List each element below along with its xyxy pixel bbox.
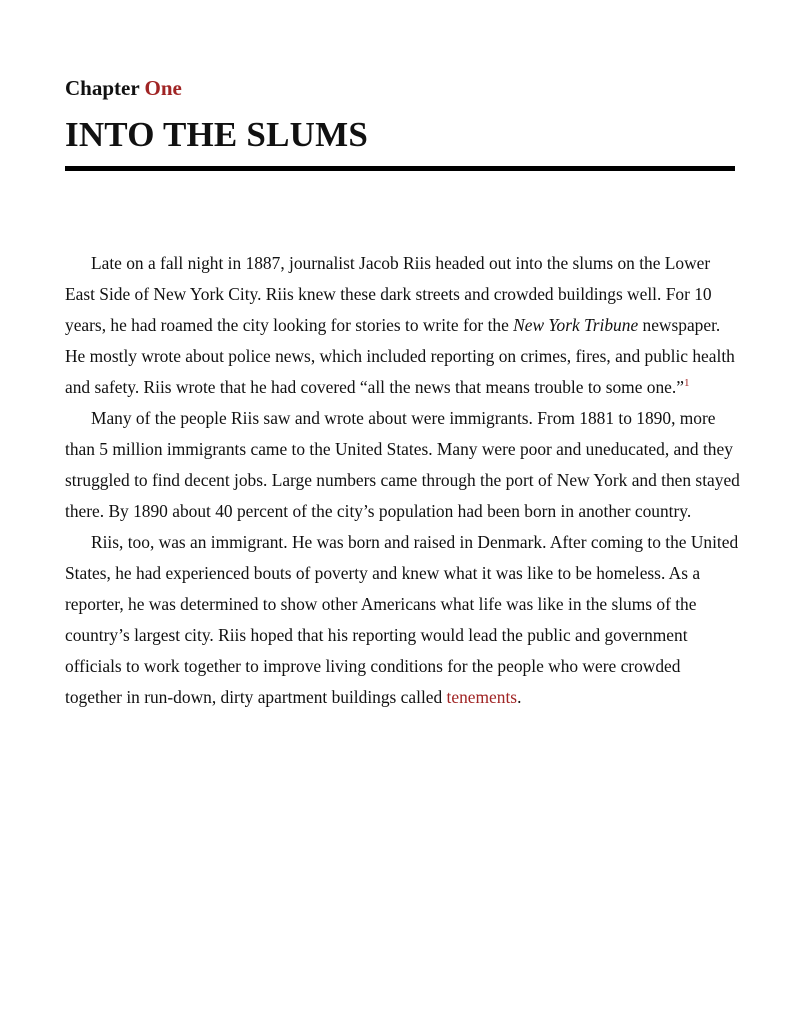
paragraph-1 [65,248,740,403]
chapter-title: INTO THE SLUMS [65,115,369,154]
paragraph-2: Many of the people Riis saw and wrote about were immigrants. From 1881 to 1890, more than 5 million immigrants came to the United States. Many were poor and uneducated, and they struggled to find decent jobs. Large numbers came through the port of New York and then stayed there. By 1890 about 40 percent of the city’s population had been born in another country. [65,408,740,521]
newspaper-title: New York Tribune [513,315,639,335]
paragraph-3-text: Riis, too, was an immigrant. He was born and raised in Denmark. After coming to the United States, he had experienced bouts of poverty and knew what it was like to be homeless. As a reporter, he was determined to show other Americans what life was like in the slums of the country’s largest city. Riis hoped that his reporting would lead the public and government officials to work together to improve living conditions for the people who were crowded together in run-down, dirty apartment buildings called [65,532,739,707]
chapter-body [65,248,740,713]
paragraph-3 [65,527,740,713]
glossary-term-tenements[interactable]: tenements [446,687,518,707]
footnote-reference[interactable]: 1 [683,377,690,390]
chapter-label-word: Chapter [65,76,140,100]
title-divider [65,166,735,171]
paragraph-1-text-start: Late on a fall night in 1887, journalist Jacob Riis headed out into the slums on the Lower East Side of New York City. Riis knew these dark streets and crowded buildings well. For 10 years, he had roamed the city looking for stories to write for the [65,253,712,335]
chapter-number: One [144,76,182,100]
paragraph-1-text-end: newspaper. He mostly wrote about police news, which included reporting on crimes, fires, and public health and safety. Riis wrote that he had covered “all the news that means trouble to some one.” [65,315,735,397]
paragraph-3-end: . [517,687,522,707]
chapter-label [65,75,182,101]
